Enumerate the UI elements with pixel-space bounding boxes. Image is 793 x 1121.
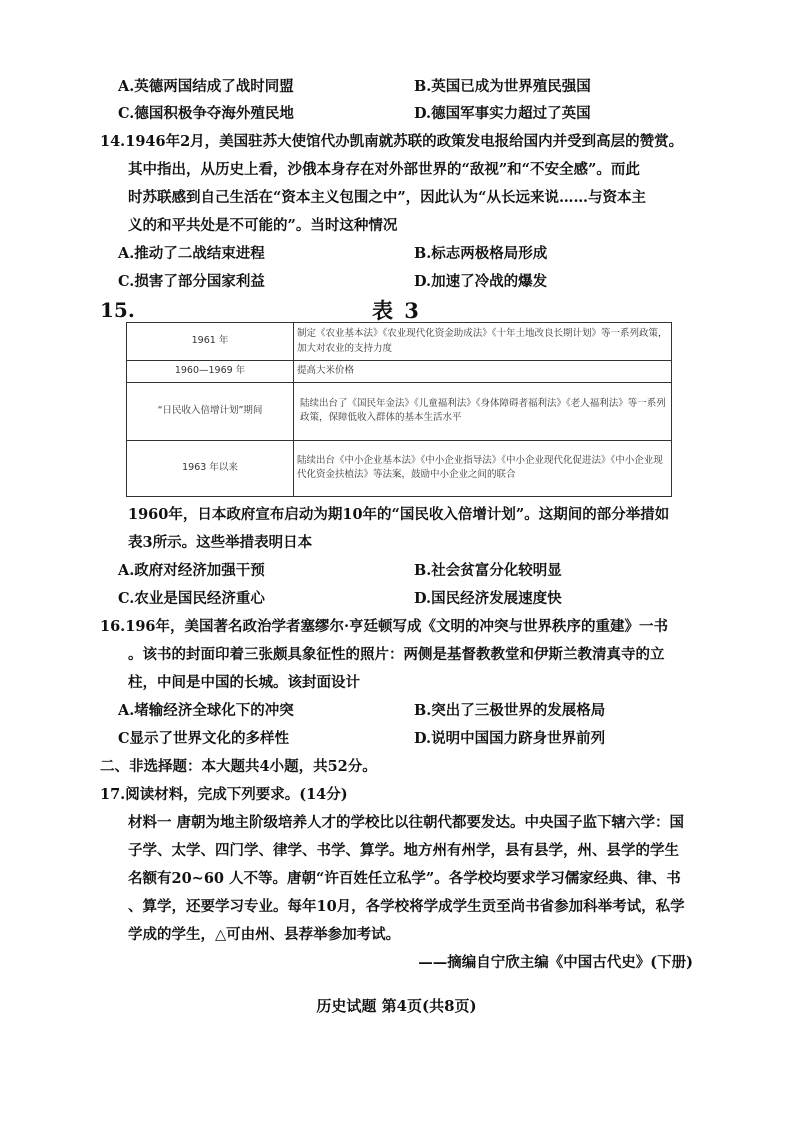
q16-stem-line: 。该书的封面印着三张颇具象征性的照片：两侧是基督教教堂和伊斯兰教清真寺的立	[128, 646, 665, 663]
q14-stem-line: 义的和平共处是不可能的”。当时这种情况	[128, 217, 398, 234]
q13-option-c: C.德国积极争夺海外殖民地	[118, 105, 294, 122]
q17-source: ——摘编自宁欣主编《中国古代史》(下册)	[418, 954, 693, 971]
q17-header: 17.阅读材料，完成下列要求。(14分)	[100, 786, 348, 803]
q17-material-line: 学成的学生，△可由州、县荐举参加考试。	[128, 926, 401, 943]
q13-option-d: D.德国军事实力超过了英国	[414, 105, 591, 122]
q15-option-b: B.社会贫富分化较明显	[414, 562, 562, 579]
table-cell-period: 1963 年以来	[127, 440, 294, 496]
q14-option-b: B.标志两极格局形成	[414, 245, 548, 262]
q16-stem-line: 16.196年，美国著名政治学者塞缪尔·亨廷顿写成《文明的冲突与世界秩序的重建》一书	[100, 618, 669, 635]
q14-option-c: C.损害了部分国家利益	[118, 273, 265, 290]
q16-option-d: D.说明中国国力跻身世界前列	[414, 730, 606, 747]
q14-stem-line: 14.1946年2月，美国驻苏大使馆代办凯南就苏联的政策发电报给国内并受到高层的赞赏。	[100, 133, 684, 150]
table-row	[127, 361, 672, 383]
table-cell-content: 陆续出台《中小企业基本法》《中小企业指导法》《中小企业现代化促进法》《中小企业现代化资金扶植法》等法案，鼓励中小企业之间的联合	[294, 440, 672, 496]
q17-material-line: 名额有20~60 人不等。唐朝“许百姓任立私学”。各学校均要求学习儒家经典、律、书	[128, 870, 681, 887]
table-cell-period: “日民收入倍增计划”期间	[127, 382, 294, 440]
q14-stem-line: 其中指出，从历史上看，沙俄本身存在对外部世界的“敌视”和“不安全感”。而此	[128, 161, 640, 178]
table-cell-content: 陆续出台了《国民年金法》《儿童福利法》《身体障碍者福利法》《老人福利法》等一系列政策，保障低收入群体的基本生活水平	[294, 382, 672, 440]
q15-option-c: C.农业是国民经济重心	[118, 590, 265, 607]
q16-option-a: A.堵输经济全球化下的冲突	[118, 702, 294, 719]
q15-stem-line: 1960年，日本政府宣布启动为期10年的“国民收入倍增计划”。这期间的部分举措如	[128, 506, 670, 523]
q15-stem-line: 表3所示。这些举措表明日本	[128, 534, 313, 551]
q16-stem-line: 柱，中间是中国的长城。该封面设计	[128, 674, 360, 691]
q17-material-line: 、算学，还要学习专业。每年10月，各学校将学成学生贡至尚书省参加科举考试，私学	[128, 898, 685, 915]
q14-option-a: A.推动了二战结束进程	[118, 245, 265, 262]
table-cell-content: 制定《农业基本法》《农业现代化资金助成法》《十年土地改良长期计划》等一系列政策，加大对农业的支持力度	[294, 323, 672, 361]
q13-option-b: B.英国已成为世界殖民强国	[414, 78, 591, 95]
page-footer: 历史试题 第4页(共8页)	[316, 997, 477, 1015]
measures-table	[126, 322, 672, 497]
q15-option-d: D.国民经济发展速度快	[414, 590, 562, 607]
q16-option-c: C显示了世界文化的多样性	[118, 730, 290, 747]
q16-option-b: B.突出了三极世界的发展格局	[414, 702, 606, 719]
table-title: 表 3	[372, 298, 421, 323]
q14-option-d: D.加速了冷战的爆发	[414, 273, 548, 290]
table-row	[127, 440, 672, 496]
section-heading: 二、非选择题：本大题共4小题，共52分。	[100, 758, 377, 775]
q17-material-line: 材料一 唐朝为地主阶级培养人才的学校比以往朝代都要发达。中央国子监下辖六学：国	[128, 814, 685, 831]
q13-option-a: A.英德两国结成了战时同盟	[118, 78, 294, 95]
q17-material-line: 子学、太学、四门学、律学、书学、算学。地方州有州学，县有县学，州、县学的学生	[128, 842, 679, 859]
q15-number: 15.	[100, 298, 135, 322]
table-cell-content: 提高大米价格	[294, 361, 672, 383]
table-cell-period: 1960—1969 年	[127, 361, 294, 383]
table-cell-period: 1961 年	[127, 323, 294, 361]
q15-option-a: A.政府对经济加强干预	[118, 562, 265, 579]
table-row	[127, 382, 672, 440]
table-row	[127, 323, 672, 361]
q14-stem-line: 时苏联感到自己生活在“资本主义包围之中”，因此认为“从长远来说……与资本主	[128, 189, 647, 206]
